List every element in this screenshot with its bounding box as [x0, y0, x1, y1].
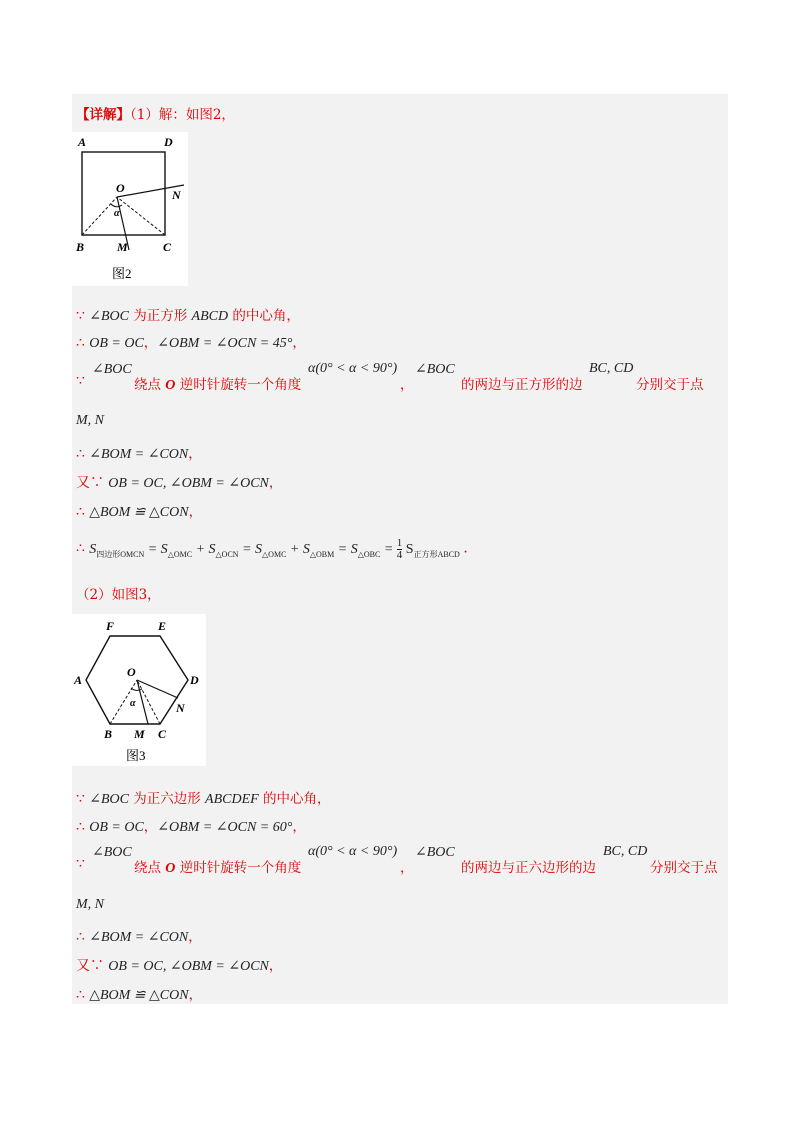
part2-line-2: ∴ OB = OC，∠OBM = ∠OCN = 60°，: [76, 819, 306, 835]
fig3-label-B: B: [104, 727, 113, 741]
fig2-label-O: O: [116, 181, 125, 195]
part1-line-4: ∴ ∠BOM = ∠CON，: [76, 446, 202, 462]
fig2-label-D: D: [164, 135, 173, 149]
fig3-caption: 图3: [126, 748, 146, 763]
fig2-label-M: M: [117, 240, 128, 254]
part1-line-2: ∴ OB = OC，∠OBM = ∠OCN = 45°，: [76, 335, 306, 351]
figure-2: [72, 132, 188, 286]
part1-line-3b: M, N: [76, 413, 104, 428]
part2-line-1: ∵ ∠BOC 为正六边形 ABCDEF 的中心角，: [76, 791, 331, 807]
fig2-label-B: B: [76, 240, 85, 254]
part1-heading: （1）解：如图2，: [130, 107, 235, 123]
part1-line-6: ∴ △BOM ≌ △CON，: [76, 504, 203, 520]
fig3-label-F: F: [106, 619, 115, 633]
fig2-label-alpha: α: [114, 208, 120, 219]
part2-line-5: 又∵ OB = OC, ∠OBM = ∠OCN，: [76, 958, 283, 974]
fig3-label-A: A: [74, 673, 83, 687]
fig3-label-E: E: [158, 619, 167, 633]
fraction-one-quarter: $\frac{1}{4}$: [396, 537, 403, 561]
fig3-label-D: D: [190, 673, 199, 687]
figure-2-diagram: [72, 132, 188, 286]
part2-line-4: ∴ ∠BOM = ∠CON，: [76, 929, 202, 945]
part2-line-6: ∴ △BOM ≌ △CON，: [76, 987, 203, 1003]
part1-line-7: ∴ $S_{四边形OMCN} = S_{\triangle OMC} + S_{\triangle OCN} = S_{\triangle OMC} + S_{\triangle OBM} = S_{\triangle OBC}$ = $\frac{1}{4}$ $S_{正方形ABCD}$ .: [76, 537, 468, 561]
detail-bracket: 【详解】: [76, 107, 130, 123]
fig2-label-N: N: [172, 188, 181, 202]
part2-line-3b: M, N: [76, 897, 104, 912]
fig3-label-alpha: α: [130, 698, 136, 709]
figure-3: [72, 614, 206, 766]
part1-line-1: ∵ ∠BOC 为正方形 ABCD 的中心角，: [76, 308, 300, 324]
fig2-caption: 图2: [112, 266, 132, 281]
figure-3-diagram: [72, 614, 206, 766]
solution-header: [76, 103, 235, 123]
fig2-label-C: C: [163, 240, 172, 254]
part1-line-5: 又∵ OB = OC, ∠OBM = ∠OCN，: [76, 475, 283, 491]
fig2-label-A: A: [78, 135, 87, 149]
fig3-label-N: N: [176, 701, 185, 715]
fig3-label-C: C: [158, 727, 167, 741]
part2-heading: （2）如图3，: [76, 587, 161, 603]
fig3-label-M: M: [134, 727, 145, 741]
fig3-label-O: O: [127, 665, 136, 679]
